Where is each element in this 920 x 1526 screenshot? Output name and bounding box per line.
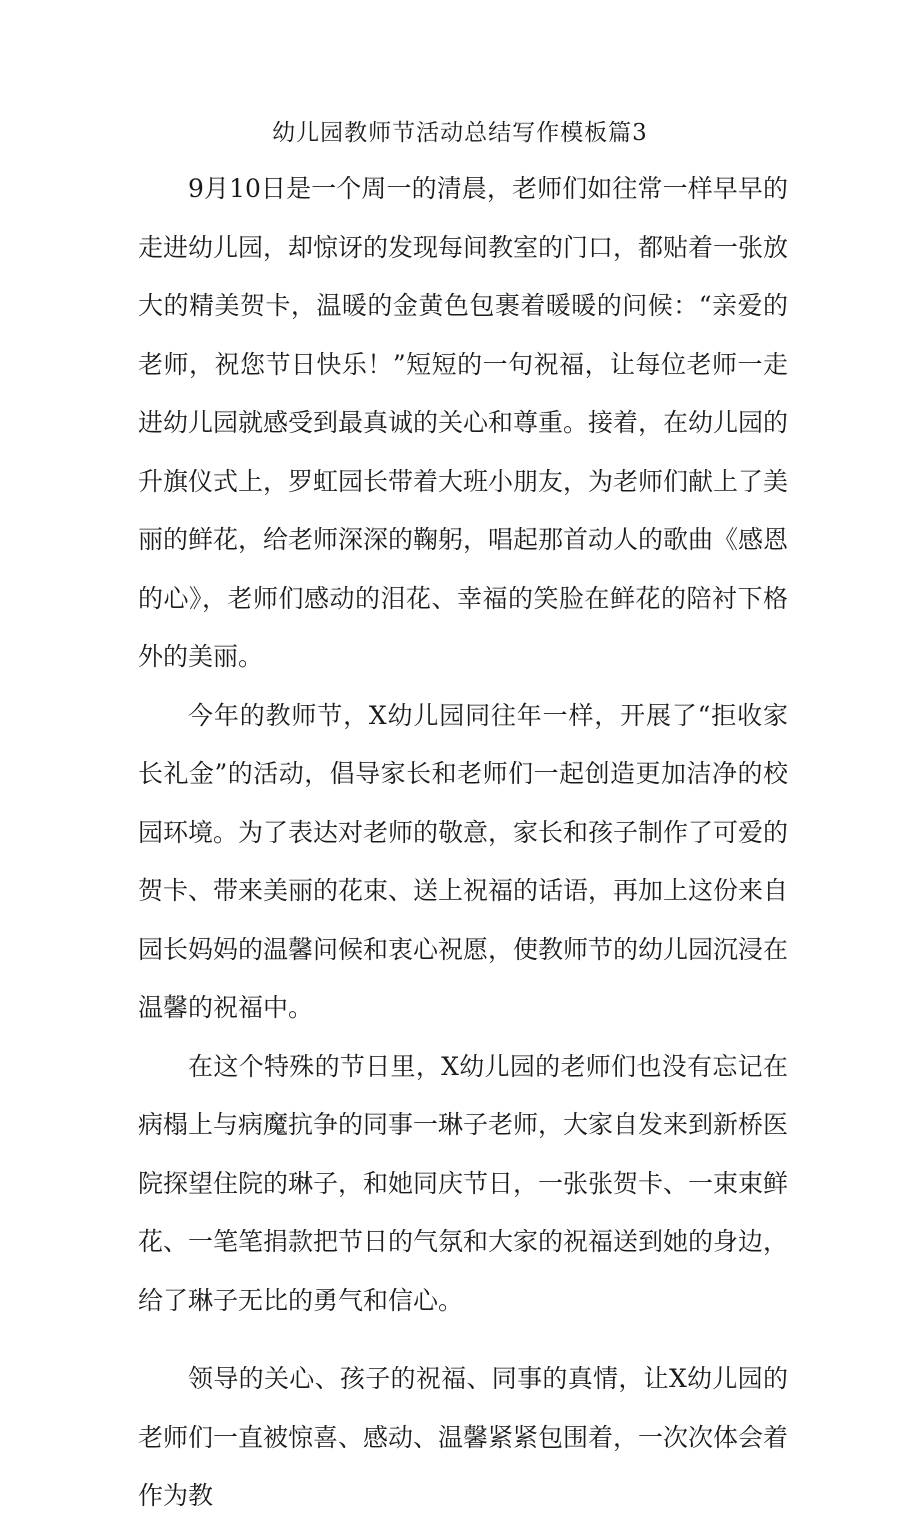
paragraph-3: 在这个特殊的节日里，X幼儿园的老师们也没有忘记在病榻上与病魔抗争的同事一琳子老师，大家自发来到新桥医院探望住院的琳子，和她同庆节日，一张张贺卡、一束束鲜花、一笔笔捐款把节日的气氛和大家的祝福送到她的身边，给了琳子无比的勇气和信心。: [138, 1051, 789, 1315]
document-title: 幼儿园教师节活动总结写作模板篇3: [272, 120, 648, 146]
paragraph-1: 9月10日是一个周一的清晨，老师们如往常一样早早的走进幼儿园，却惊讶的发现每间教室的门口，都贴着一张放大的精美贺卡，温暖的金黄色包裹着暖暖的问候：“亲爱的老师，祝您节日快乐！”短短的一句祝福，让每位老师一走进幼儿园就感受到最真诚的关心和尊重。接着，在幼儿园的升旗仪式上，罗虹园长带着大班小朋友，为老师们献上了美丽的鲜花，给老师深深的鞠躬，唱起那首动人的歌曲《感恩的心》，老师们感动的泪花、幸福的笑脸在鲜花的陪衬下格外的美丽。: [138, 174, 789, 671]
document-body: [138, 160, 788, 1526]
paragraph-4: 领导的关心、孩子的祝福、同事的真情，让X幼儿园的老师们一直被惊喜、感动、温馨紧紧包围着，一次次体会着作为教: [138, 1364, 789, 1510]
paragraph-2: 今年的教师节，X幼儿园同往年一样，开展了“拒收家长礼金”的活动，倡导家长和老师们一起创造更加洁净的校园环境。为了表达对老师的敬意，家长和孩子制作了可爱的贺卡、带来美丽的花束、送上祝福的话语，再加上这份来自园长妈妈的温馨问候和衷心祝愿，使教师节的幼儿园沉浸在温馨的祝福中。: [138, 700, 789, 1022]
